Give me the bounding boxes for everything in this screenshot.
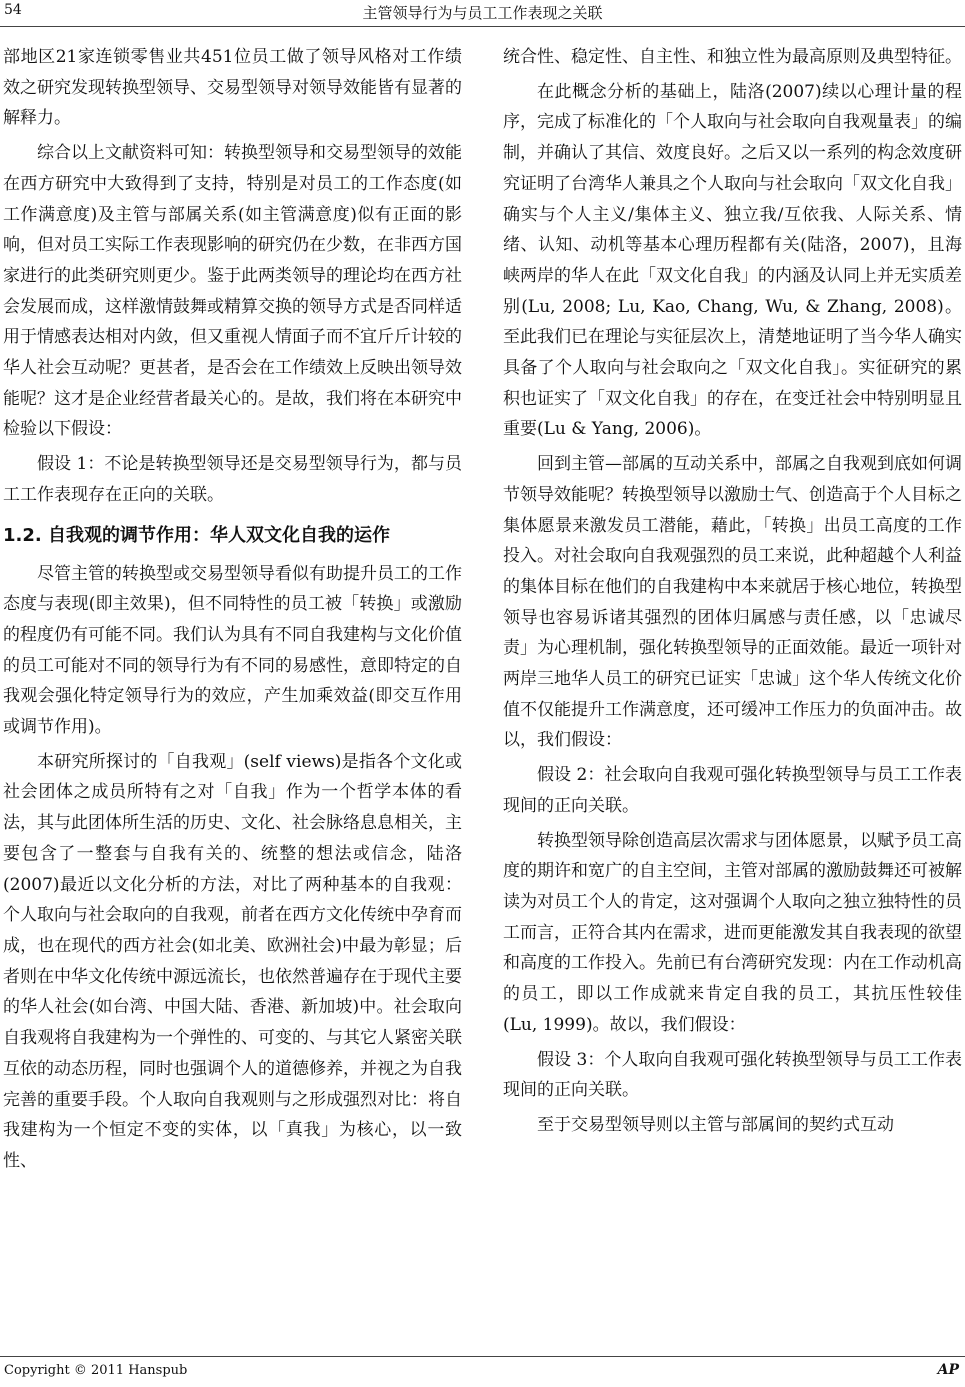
right-paragraph-2: 在此概念分析的基础上，陆洛(2007)续以心理计量的程序，完成了标准化的「个人取向与社会取向自我观量表」的编制，并确认了其信、效度良好。之后又以一系列的构念效度研究证明了台湾华人兼具之个人取向与社会取向「双文化自我」确实与个人主义/集体主义、独立我/互依我、人际关系、情绪、认知、动机等基本心理历程都有关(陆洛，2007)，且海峡两岸的华人在此「双文化自我」的内涵及认同上并无实质差别(Lu, 2008; Lu, Kao, Chang, Wu, & Zhang, 2008)。至此我们已在理论与实征层次上，清楚地证明了当今华人确实具备了个人取向与社会取向之「双文化自我」。实征研究的累积也证实了「双文化自我」的存在，在变迁社会中特别明显且重要(Lu & Yang, 2006)。: [503, 81, 962, 440]
page-number: 54: [4, 2, 22, 18]
left-paragraph-2: 综合以上文献资料可知：转换型领导和交易型领导的效能在西方研究中大致得到了支持，特别是对员工的工作态度(如工作满意度)及主管与部属关系(如主管满意度)似有正面的影响，但对员工实际工作表现影响的研究仍在少数，在非西方国家进行的此类研究则更少。鉴于此两类领导的理论均在西方社会发展而成，这样激情鼓舞或精算交换的领导方式是否同样适用于情感表达相对内敛，但又重视人情面子而不宜斤斤计较的华人社会互动呢？更甚者，是否会在工作绩效上反映出领导效能呢？这才是企业经营者最关心的。是故，我们将在本研究中检验以下假设：: [3, 143, 462, 440]
right-paragraph-3: 回到主管—部属的互动关系中，部属之自我观到底如何调节领导效能呢？转换型领导以激励士气、创造高于个人目标之集体愿景来激发员工潜能，藉此，「转换」出员工高度的工作投入。对社会取向自我观强烈的员工来说，此种超越个人利益的集体目标在他们的自我建构中本来就居于核心地位，转换型领导也容易诉诸其强烈的团体归属感与责任感，以「忠诚尽责」为心理机制，强化转换型领导的正面效能。最近一项针对两岸三地华人员工的研究已证实「忠诚」这个华人传统文化价值不仅能提升工作满意度，还可缓冲工作压力的负面冲击。故以，我们假设：: [503, 454, 962, 751]
running-title: 主管领导行为与员工工作表现之关联: [362, 4, 603, 22]
journal-abbreviation: AP: [937, 1362, 959, 1378]
right-paragraph-1: 统合性、稳定性、自主性、和独立性为最高原则及典型特征。: [503, 47, 962, 67]
left-paragraph-5: 本研究所探讨的「自我观」(self views)是指各个文化或社会团体之成员所特有之对「自我」作为一个哲学本体的看法，其与此团体所生活的历史、文化、社会脉络息息相关，主要包含了一整套与自我有关的、统整的想法或信念，陆洛(2007)最近以文化分析的方法，对比了两种基本的自我观：个人取向与社会取向的自我观，前者在西方文化传统中孕育而成，也在现代的西方社会(如北美、欧洲社会)中最为彰显；后者则在中华文化传统中源远流长，也依然普遍存在于现代主要的华人社会(如台湾、中国大陆、香港、新加坡)中。社会取向自我观将自我建构为一个弹性的、可变的、与其它人紧密关联互依的动态历程，同时也强调个人的道德修养，并视之为自我完善的重要手段。个人取向自我观则与之形成强烈对比：将自我建构为一个恒定不变的实体，以「真我」为核心，以一致性、: [3, 751, 462, 1171]
left-paragraph-1: 部地区21家连锁零售业共451位员工做了领导风格对工作绩效之研究发现转换型领导、交易型领导对领导效能皆有显著的解释力。: [3, 47, 462, 129]
hypothesis-2: 假设 2：社会取向自我观可强化转换型领导与员工工作表现间的正向关联。: [503, 765, 962, 816]
right-column: [503, 42, 962, 1332]
right-paragraph-7: 至于交易型领导则以主管与部属间的契约式互动: [537, 1114, 894, 1135]
hypothesis-3: 假设 3：个人取向自我观可强化转换型领导与员工工作表现间的正向关联。: [503, 1049, 962, 1101]
left-column: [3, 42, 462, 1332]
section-heading-1-2: 1.2. 自我观的调节作用：华人双文化自我的运作: [3, 524, 390, 546]
hypothesis-1: 假设 1：不论是转换型领导还是交易型领导行为，都与员工工作表现存在正向的关联。: [3, 454, 462, 505]
copyright-notice: Copyright © 2011 Hanspub: [4, 1363, 188, 1378]
left-paragraph-4: 尽管主管的转换型或交易型领导看似有助提升员工的工作态度与表现(即主效果)，但不同特性的员工被「转换」或激励的程度仍有可能不同。我们认为具有不同自我建构与文化价值的员工可能对不同的领导行为有不同的易感性，意即特定的自我观会强化特定领导行为的效应，产生加乘效益(即交互作用或调节作用)。: [3, 563, 462, 738]
page-header: [0, 0, 965, 27]
right-paragraph-5: 转换型领导除创造高层次需求与团体愿景，以赋予员工高度的期许和宽广的自主空间，主管对部属的激励鼓舞还可被解读为对员工个人的肯定，这对强调个人取向之独立独特性的员工而言，正符合其内在需求，进而更能激发其自我表现的欲望和高度的工作投入。先前已有台湾研究发现：内在工作动机高的员工，即以工作成就来肯定自我的员工，其抗压性较佳(Lu, 1999)。故以，我们假设：: [503, 830, 962, 1035]
page-footer: [0, 1356, 965, 1387]
